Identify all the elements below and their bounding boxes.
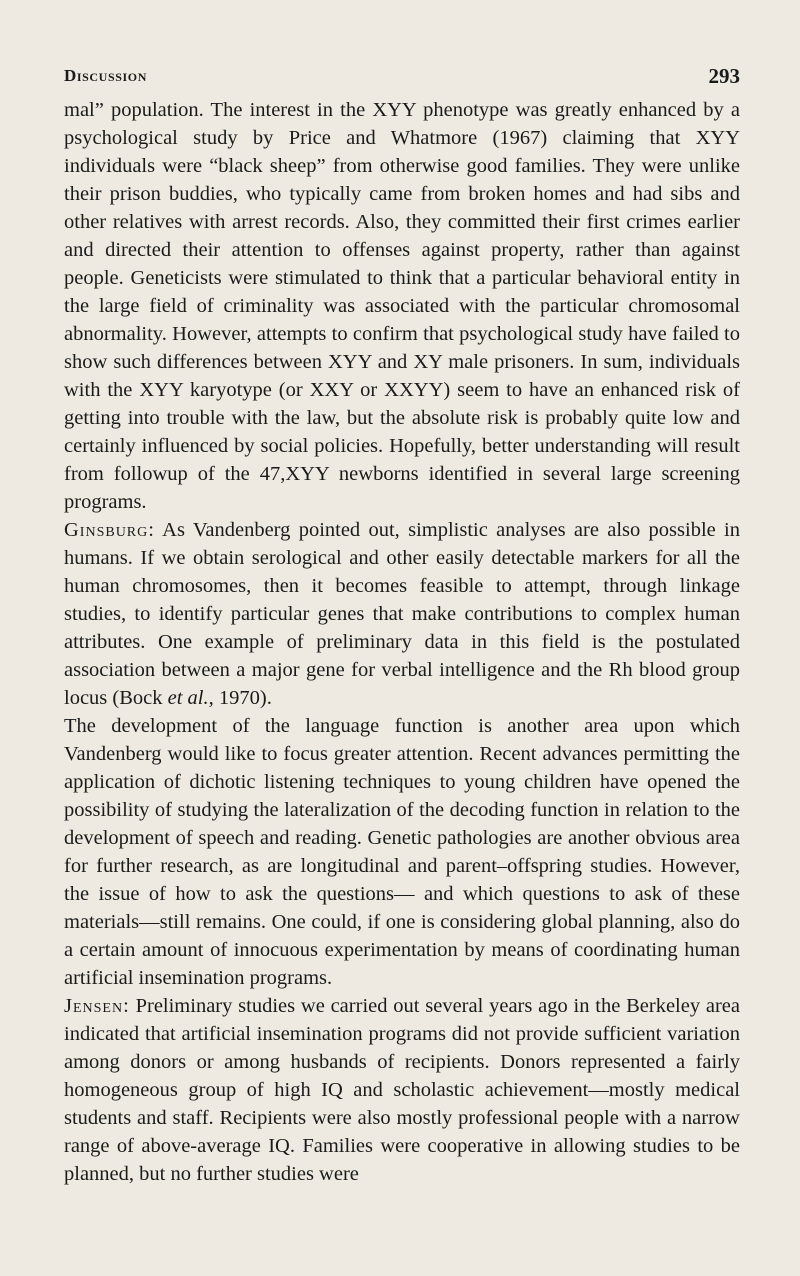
paragraph-jensen bbox=[64, 992, 740, 1188]
speaker-ginsburg: Ginsburg: bbox=[64, 519, 155, 541]
citation-et-al: et al., bbox=[167, 687, 214, 709]
ginsburg-text: As Vandenberg pointed out, simplistic analyses are also possible in humans. If we obtain serological and other easily detectable markers for all the human chromosomes, then it becomes feasible to attempt, through linkage studies, to identify particular genes that make contributions to complex human attributes. One example of preliminary data in this field is the postulated association between a major gene for verbal intelligence and the Rh blood group locus (Bock bbox=[64, 519, 740, 709]
body-text bbox=[64, 96, 740, 1188]
paragraph-xyy-phenotype: mal” population. The interest in the XYY phenotype was greatly enhanced by a psychological study by Price and Whatmore (1967) claiming that XYY individuals were “black sheep” from otherwise good families. They were unlike their prison buddies, who typically came from broken homes and had sibs and other relatives with arrest records. Also, they committed their first crimes earlier and directed their attention to offenses against property, rather than against people. Geneticists were stimulated to think that a particular behavioral entity in the large field of criminality was associated with the particular chromosomal abnormality. However, attempts to confirm that psychological study have failed to show such differences between XYY and XY male prisoners. In sum, individuals with the XYY karyotype (or XXY or XXYY) seem to have an enhanced risk of getting into trouble with the law, but the absolute risk is probably quite low and certainly influenced by social policies. Hopefully, better understanding will result from followup of the 47,XYY newborns identified in several large screening programs. bbox=[64, 99, 740, 513]
jensen-text: Preliminary studies we carried out several years ago in the Berkeley area indicated that artificial insemination programs did not provide sufficient variation among donors or among husbands of recipients. Donors represented a fairly homogeneous group of high IQ and scholastic achievement—mostly medical students and staff. Recipients were also mostly professional people with a narrow range of above-average IQ. Families were cooperative in allowing studies to be planned, but no further studies were bbox=[64, 995, 740, 1185]
running-head bbox=[64, 66, 740, 96]
section-title: Discussion bbox=[64, 66, 147, 85]
paragraph-ginsburg bbox=[64, 516, 740, 712]
speaker-jensen: Jensen: bbox=[64, 995, 130, 1017]
paragraph-language-function: The development of the language function is another area upon which Vandenberg would like to focus greater attention. Recent advances permitting the application of dichotic listening techniques to young children have opened the possibility of studying the lateralization of the decoding function in relation to the development of speech and reading. Genetic pathologies are another obvious area for further research, as are longitudinal and parent–offspring studies. However, the issue of how to ask the questions— and which questions to ask of these materials—still remains. One could, if one is considering global planning, also do a certain amount of innocuous experimentation by means of coordinating human artificial insemination programs. bbox=[64, 715, 740, 989]
page-number: 293 bbox=[708, 64, 740, 88]
ginsburg-text-end: 1970). bbox=[213, 687, 272, 709]
